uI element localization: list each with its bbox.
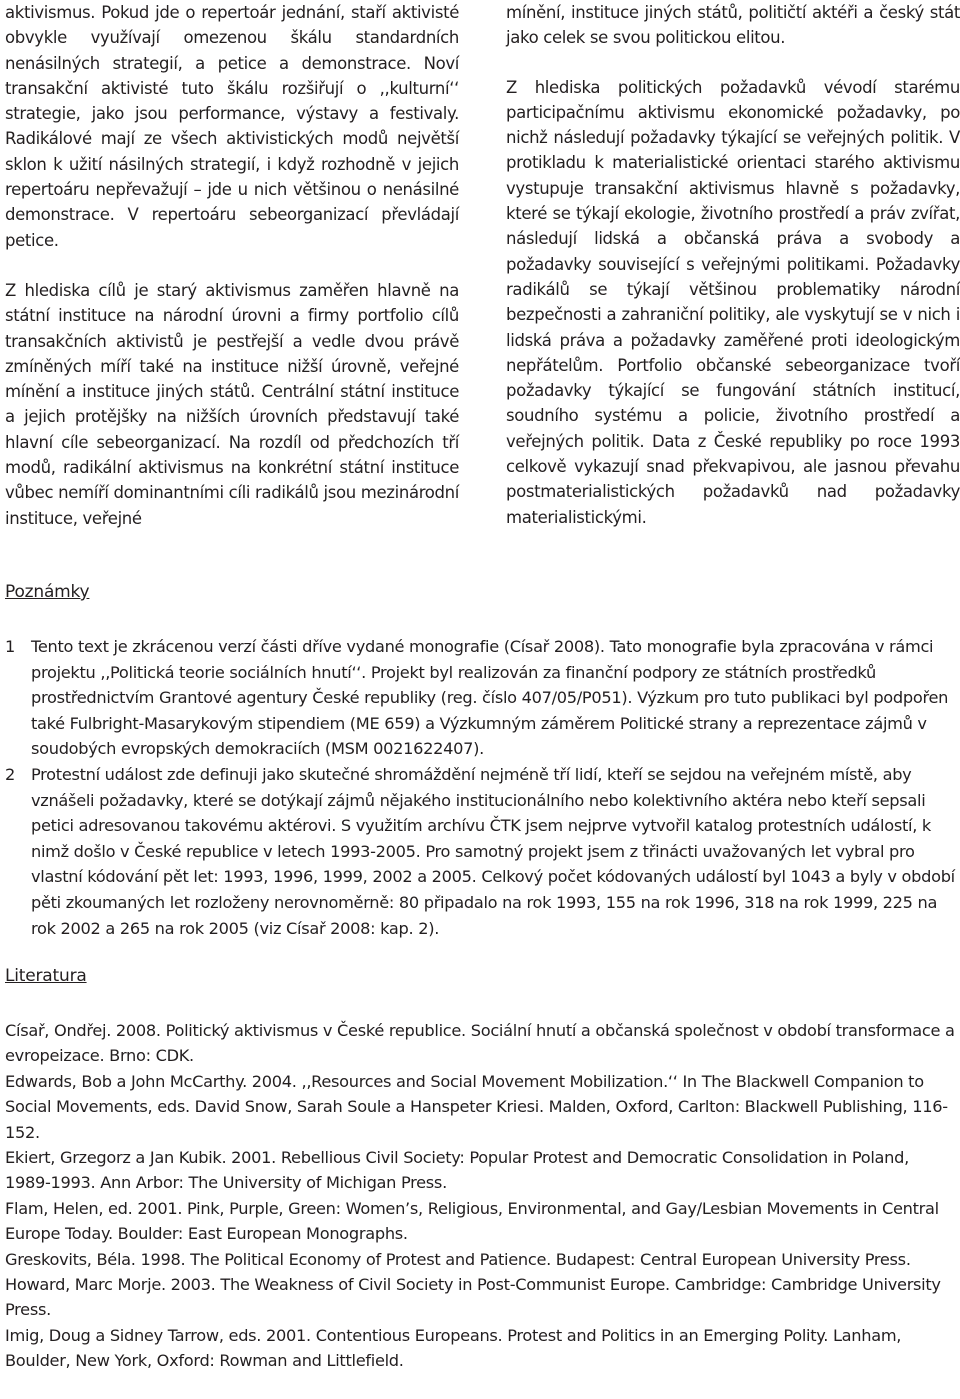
notes-heading: Poznámky <box>5 582 90 602</box>
note-item <box>5 762 957 941</box>
literature-list <box>5 1018 957 1374</box>
reference-entry: Ekiert, Grzegorz a Jan Kubik. 2001. Rebellious Civil Society: Popular Protest and Democratic Consolidation in Poland, 1989-1993. Ann Arbor: The University of Michigan Press. <box>5 1148 909 1193</box>
left-text-column <box>5 0 459 531</box>
note-text: Protestní událost zde definuji jako skutečné shromáždění nejméně tří lidí, kteří se sejdou na veřejném místě, aby vznášeli požadavky, které se dotýkají zájmů nějakého institucionálního nebo kolektivního aktéra nebo kteří sepsali petici adresovanou takovému aktérovi. S využitím archívu ČTK jsem nejprve vytvořil katalog protestních událostí, k nimž došlo v České republice v letech 1993-2005. Pro samotný projekt jsem z třinácti uvažovaných let vybral pro vlastní kódování pět let: 1993, 1996, 1999, 2002 a 2005. Celkový počet kódovaných událostí byl 1043 a byly v období pěti zkoumaných let rozloženy nerovnoměrně: 80 připadalo na rok 1993, 155 na rok 1996, 318 na rok 1999, 225 na rok 2002 a 265 na rok 2005 (viz Císař 2008: kap. 2). <box>31 764 955 938</box>
note-text: Tento text je zkrácenou verzí části dříve vydané monografie (Císař 2008). Tato monografie byla zpracována v rámci projektu ,,Politická teorie sociálních hnutí‘‘. Projekt byl realizován za finanční podpory ze státních prostředků prostřednictvím Grantové agentury České republiky (reg. číslo 407/05/P051). Výzkum pro tuto publikaci byl podpořen také Fulbright-Masarykovým stipendiem (ME 659) a Výzkumným záměrem Politické strany a reprezentace zájmů v soudobých evropských demokraciích (MSM 0021622407). <box>31 637 949 759</box>
reference-entry: Edwards, Bob a John McCarthy. 2004. ,,Resources and Social Movement Mobilization.‘‘ In The Blackwell Companion to Social Movements, eds. David Snow, Sarah Soule a Hanspeter Kriesi. Malden, Oxford, Carlton: Blackwell Publishing, 116-152. <box>5 1071 948 1142</box>
left-paragraph-2: Z hlediska cílů je starý aktivismus zaměřen hlavně na státní instituce na národní úrovni a firmy portfolio cílů transakčních aktivistů je pestřejší a vedle dvou právě zmíněných míří také na instituce nižší úrovně, veřejné mínění a instituce jiných států. Centrální státní instituce a jejich protějšky na nižších úrovních představují také hlavní cíle sebeorganizací. Na rozdíl od předchozích tří modů, radikální aktivismus na konkrétní státní instituce vůbec nemíří dominantními cíli radikálů jsou mezinárodní instituce, veřejné <box>5 280 459 528</box>
reference-entry: Císař, Ondřej. 2008. Politický aktivismus v České republice. Sociální hnutí a občanská společnost v období transformace a evropeizace. Brno: CDK. <box>5 1021 955 1066</box>
note-number: 1 <box>5 637 15 656</box>
reference-entry: Greskovits, Béla. 1998. The Political Economy of Protest and Patience. Budapest: Central European University Press. <box>5 1249 911 1269</box>
note-item <box>5 634 957 762</box>
reference-entry: Howard, Marc Morje. 2003. The Weakness of Civil Society in Post-Communist Europe. Cambridge: Cambridge University Press. <box>5 1275 941 1320</box>
reference-entry: Imig, Doug a Sidney Tarrow, eds. 2001. Contentious Europeans. Protest and Politics in an Emerging Polity. Lanham, Boulder, New York, Oxford: Rowman and Littlefield. <box>5 1325 902 1371</box>
reference-entry: Flam, Helen, ed. 2001. Pink, Purple, Green: Women’s, Religious, Environmental, and Gay/Lesbian Movements in Central Europe Today. Boulder: East European Monographs. <box>5 1198 939 1244</box>
note-number: 2 <box>5 764 15 784</box>
notes-list <box>5 634 957 941</box>
left-paragraph-1: aktivismus. Pokud jde o repertoár jednání, staří aktivisté obvykle využívají omezenou škálu standardních nenásilných strategií, a petice a demonstrace. Noví transakční aktivisté tuto škálu rozšiřují o ,,kulturní‘‘ strategie, jako jsou performance, výstavy a festivaly. Radikálové mají ze všech aktivistických modů největší sklon k užití násilných strategií, i když rozhodně v jejich repertoáru nepřevažují – jde u nich většinou o nenásilné demonstrace. V repertoáru sebeorganizací převládají petice. <box>5 3 459 250</box>
right-paragraph-2: Z hlediska politických požadavků vévodí starému participačnímu aktivismu ekonomické požadavky, po nichž následují požadavky týkající se veřejných politik. V protikladu k materialistické orientaci starého aktivismu vystupuje transakční aktivismus hlavně s požadavky, které se týkají ekologie, životního prostředí a práv zvířat, následují lidská a občanská práva a svobody a požadavky související s veřejnými politikami. Požadavky radikálů se týkají většinou problematiky národní bezpečnosti a zahraniční politiky, ale vyskytují se v nich i lidská práva a požadavky zaměřené proti ideologickým nepřátelům. Portfolio občanské sebeorganizace tvoří požadavky týkající se fungování státních institucí, soudního systému a policie, životního prostředí a veřejných politik. Data z České republiky po roce 1993 celkově vykazují snad překvapivou, ale jasnou převahu postmaterialistických požadavků nad požadavky materialistickými. <box>506 77 960 527</box>
literature-heading: Literatura <box>5 966 87 986</box>
right-text-column <box>506 0 960 530</box>
right-paragraph-1: mínění, instituce jiných států, političtí aktéři a český stát jako celek se svou politickou elitou. <box>506 3 960 48</box>
